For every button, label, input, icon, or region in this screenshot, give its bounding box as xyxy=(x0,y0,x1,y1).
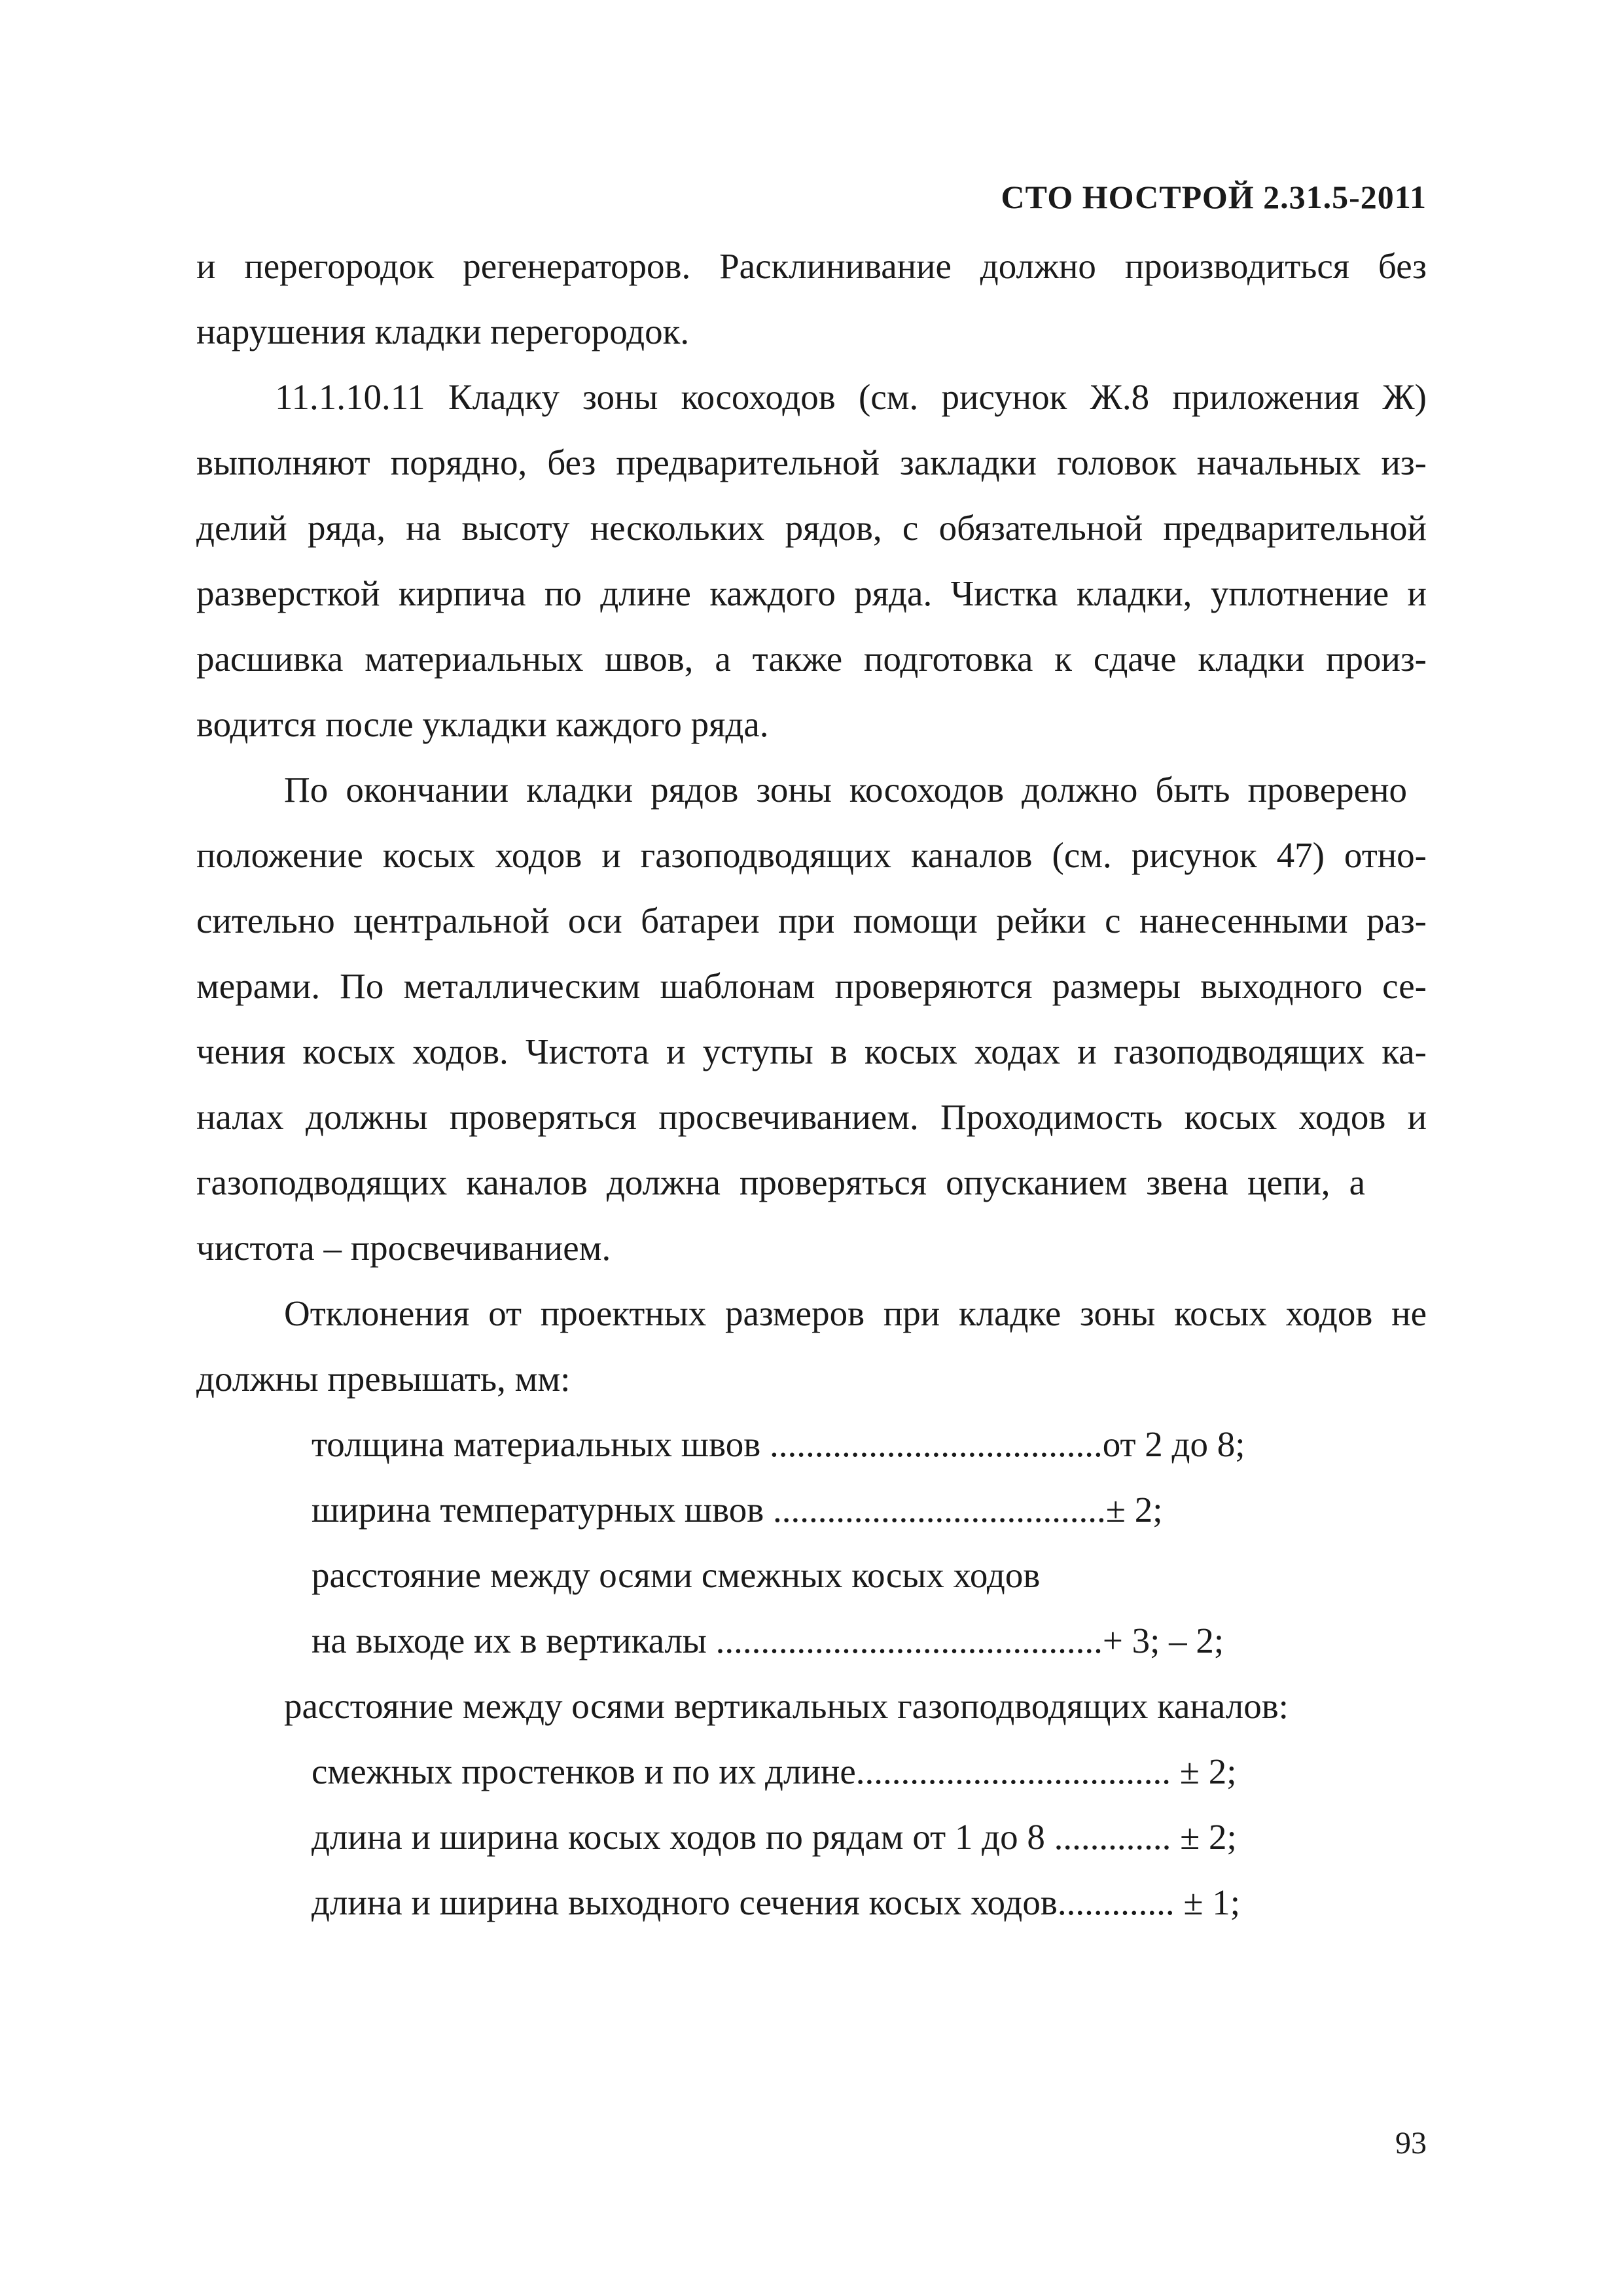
tolerance-label: ширина температурных швов xyxy=(312,1490,774,1530)
paragraph-line: разверсткой кирпича по длине каждого ряда. Чистка кладки, уплотнение и xyxy=(196,573,1427,613)
tolerance-row xyxy=(312,1618,1224,1664)
document-code-header: СТО НОСТРОЙ 2.31.5-2011 xyxy=(1001,179,1427,215)
leader-dots: ............. xyxy=(1057,1882,1175,1922)
page-number: 93 xyxy=(1395,2126,1427,2161)
tolerance-row xyxy=(312,1814,1237,1860)
paragraph-line: По окончании кладки рядов зоны косоходов должно быть проверено xyxy=(284,770,1407,810)
tolerance-value: + 3; – 2; xyxy=(1102,1621,1224,1660)
paragraph-line: должны превышать, мм: xyxy=(196,1359,571,1399)
paragraph-line: мерами. По металлическим шаблонам проверяются размеры выходного се- xyxy=(196,966,1427,1006)
paragraph-line: Отклонения от проектных размеров при кладке зоны косых ходов не xyxy=(284,1293,1427,1333)
paragraph-line: нарушения кладки перегородок. xyxy=(196,312,690,351)
tolerance-value: ± 2; xyxy=(1171,1817,1237,1857)
leader-dots: ................................... xyxy=(855,1751,1171,1791)
paragraph-line: делий ряда, на высоту нескольких рядов, с обязательной предварительной xyxy=(196,508,1427,548)
tolerance-value: ± 2; xyxy=(1171,1751,1237,1791)
leader-dots: ............. xyxy=(1054,1817,1171,1857)
tolerance-label: смежных простенков и по их длине xyxy=(312,1751,856,1791)
leader-dots: ..................................... xyxy=(769,1424,1103,1464)
tolerance-row xyxy=(312,1880,1240,1926)
tolerance-row xyxy=(312,1749,1237,1795)
paragraph-line: чистота – просвечиванием. xyxy=(196,1228,611,1268)
tolerance-label: длина и ширина косых ходов по рядам от 1 до 8 xyxy=(312,1817,1054,1857)
tolerance-row xyxy=(312,1422,1245,1467)
paragraph-line: водится после укладки каждого ряда. xyxy=(196,704,769,744)
paragraph-line: выполняют порядно, без предварительной закладки головок начальных из- xyxy=(196,442,1427,482)
tolerance-group-heading xyxy=(284,1683,1289,1729)
tolerance-label: длина и ширина выходного сечения косых ходов xyxy=(312,1882,1058,1922)
paragraph-line: расшивка материальных швов, а также подготовка к сдаче кладки произ- xyxy=(196,639,1427,679)
tolerance-value: ± 2; xyxy=(1105,1490,1163,1530)
leader-dots: ..................................... xyxy=(773,1490,1106,1530)
tolerance-value: от 2 до 8; xyxy=(1102,1424,1245,1464)
tolerance-label: расстояние между осями смежных косых ходов xyxy=(312,1555,1041,1595)
tolerance-label: расстояние между осями вертикальных газоподводящих каналов: xyxy=(284,1686,1289,1726)
tolerance-value: ± 1; xyxy=(1174,1882,1241,1922)
tolerance-row xyxy=(312,1487,1162,1533)
tolerance-label: толщина материальных швов xyxy=(312,1424,770,1464)
paragraph-line: чения косых ходов. Чистота и уступы в косых ходах и газоподводящих ка- xyxy=(196,1031,1427,1071)
tolerance-label: на выходе их в вертикалы xyxy=(312,1621,716,1660)
paragraph-line: 11.1.10.11 Кладку зоны косоходов (см. рисунок Ж.8 приложения Ж) xyxy=(275,377,1427,417)
paragraph-line: сительно центральной оси батареи при помощи рейки с нанесенными раз- xyxy=(196,901,1427,941)
paragraph-line: положение косых ходов и газоподводящих каналов (см. рисунок 47) отно- xyxy=(196,835,1427,875)
tolerance-row xyxy=(312,1552,1040,1598)
paragraph-line: налах должны проверяться просвечиванием. Проходимость косых ходов и xyxy=(196,1097,1427,1137)
paragraph-line: и перегородок регенераторов. Расклинивание должно производиться без xyxy=(196,246,1427,286)
paragraph-line: газоподводящих каналов должна проверяться опусканием звена цепи, а xyxy=(196,1162,1365,1202)
leader-dots: ........................................... xyxy=(715,1621,1103,1660)
